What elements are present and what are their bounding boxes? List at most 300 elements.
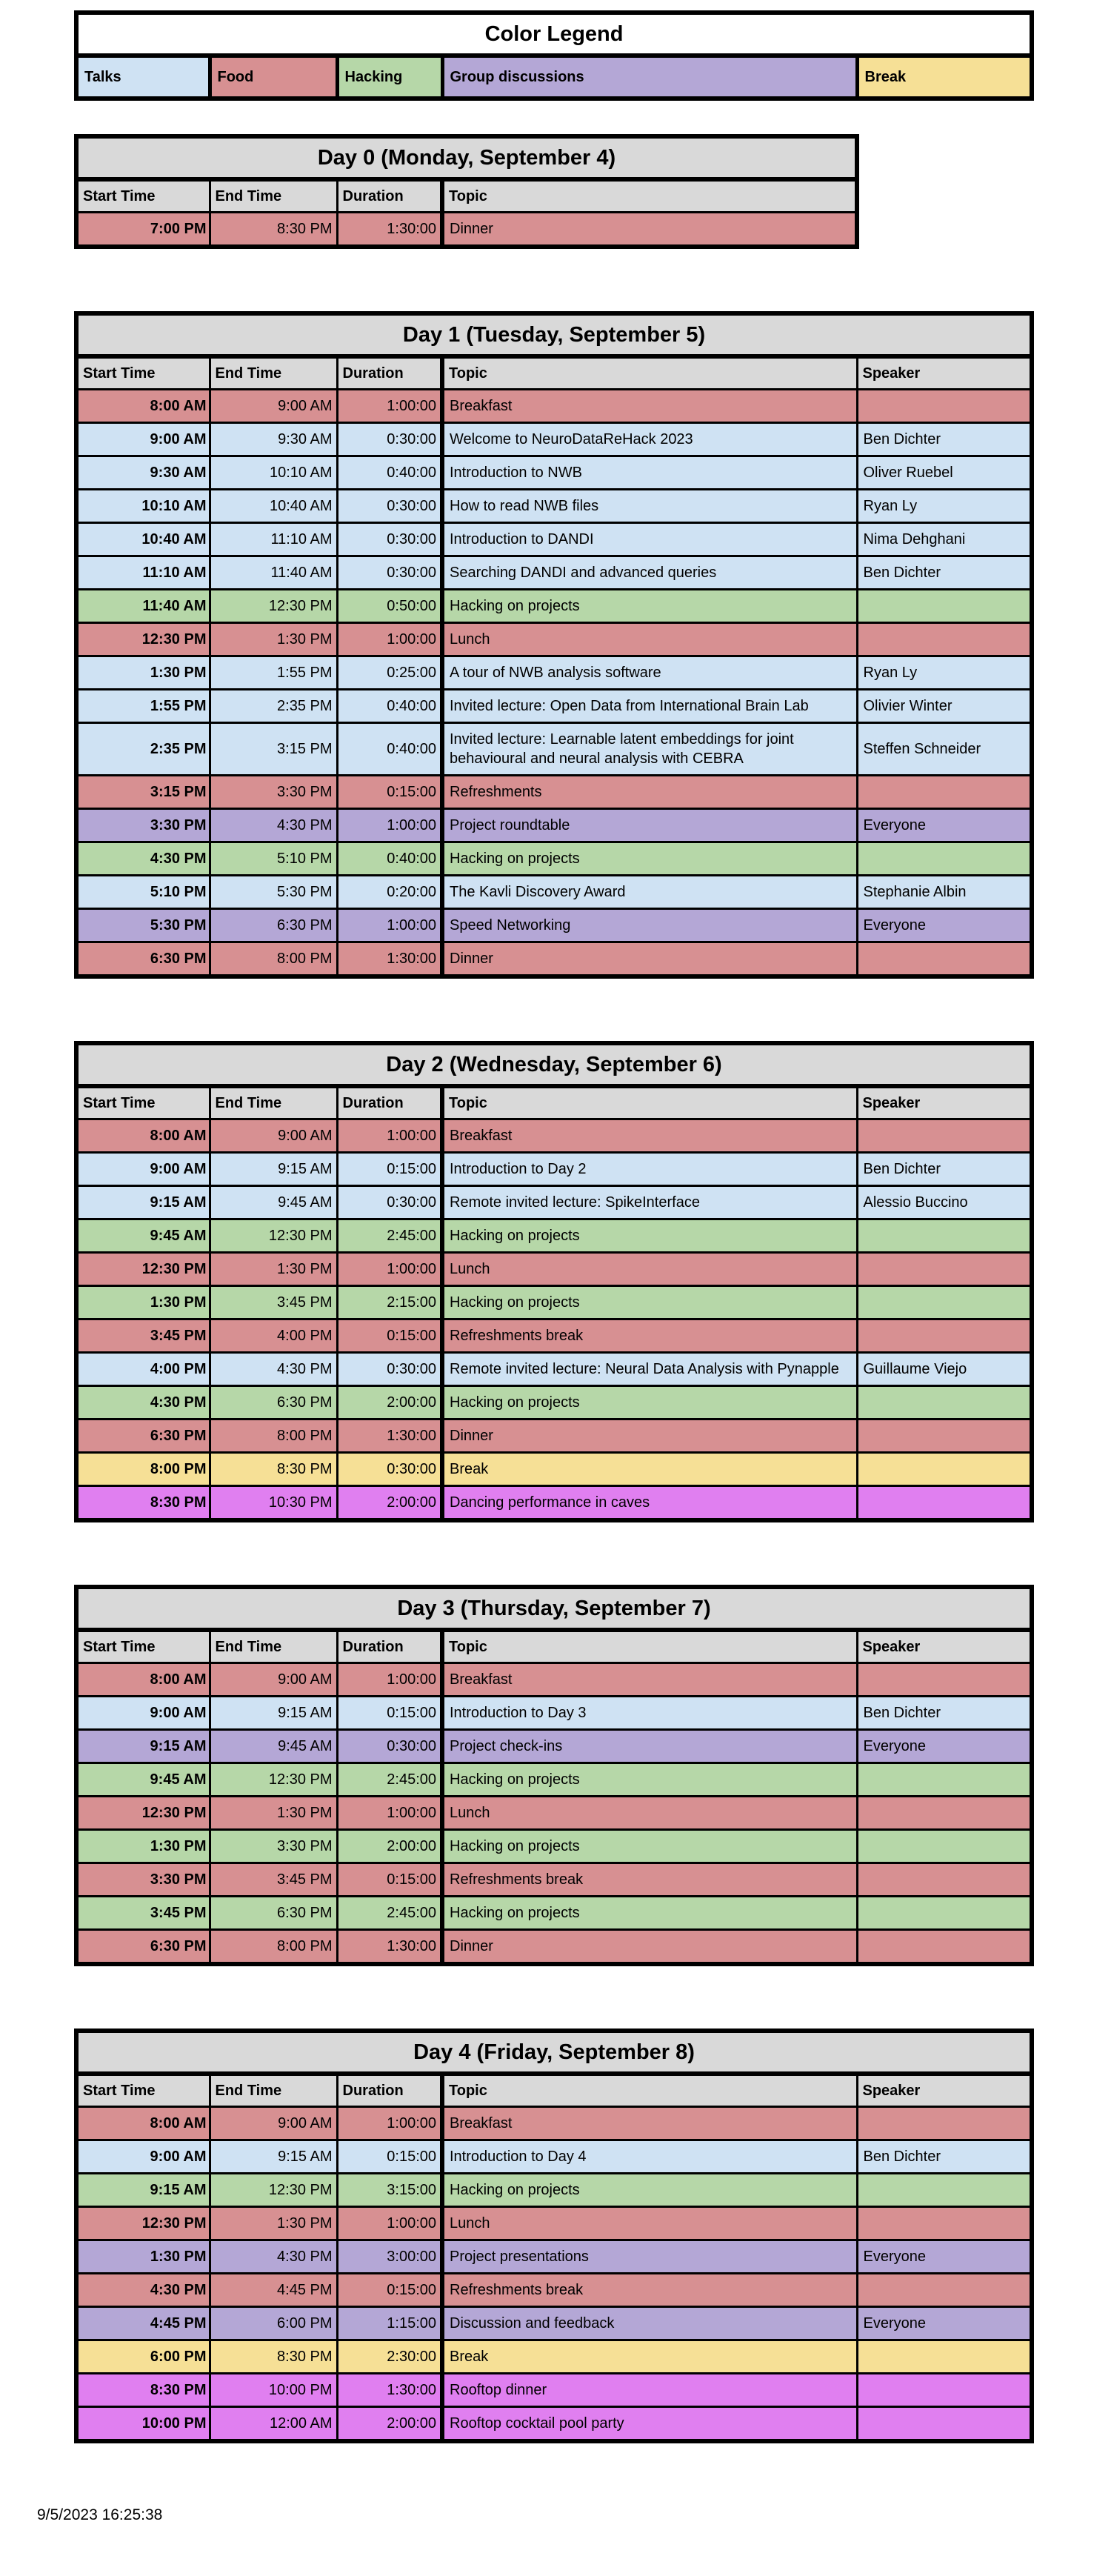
cell-start: 3:45 PM bbox=[76, 1319, 210, 1353]
cell-speaker bbox=[857, 1286, 1032, 1319]
cell-end: 3:30 PM bbox=[210, 1830, 337, 1863]
schedule-row bbox=[76, 1663, 1032, 1697]
column-header-duration: Duration bbox=[337, 1630, 442, 1663]
schedule-row bbox=[76, 1353, 1032, 1386]
cell-speaker bbox=[857, 942, 1032, 977]
cell-topic: Dinner bbox=[442, 1420, 857, 1453]
cell-speaker bbox=[857, 1663, 1032, 1697]
cell-duration: 0:15:00 bbox=[337, 1863, 442, 1897]
cell-topic: Lunch bbox=[442, 623, 857, 656]
day-0-table bbox=[74, 134, 859, 249]
cell-duration: 1:00:00 bbox=[337, 909, 442, 942]
cell-speaker: Ben Dichter bbox=[857, 423, 1032, 456]
cell-topic: Breakfast bbox=[442, 1119, 857, 1153]
day-2-title: Day 2 (Wednesday, September 6) bbox=[76, 1043, 1032, 1086]
column-header-start: Start Time bbox=[76, 1630, 210, 1663]
cell-start: 3:30 PM bbox=[76, 1863, 210, 1897]
schedule-row bbox=[76, 1386, 1032, 1420]
cell-speaker bbox=[857, 390, 1032, 423]
schedule-row bbox=[76, 690, 1032, 723]
legend-swatch-row bbox=[76, 56, 1032, 99]
cell-duration: 2:30:00 bbox=[337, 2340, 442, 2374]
cell-start: 8:00 AM bbox=[76, 390, 210, 423]
cell-end: 1:30 PM bbox=[210, 2207, 337, 2240]
cell-topic: Introduction to DANDI bbox=[442, 523, 857, 556]
column-header-row bbox=[76, 2074, 1032, 2107]
cell-start: 12:30 PM bbox=[76, 2207, 210, 2240]
cell-topic: Hacking on projects bbox=[442, 2174, 857, 2207]
column-header-duration: Duration bbox=[337, 1086, 442, 1119]
cell-duration: 1:00:00 bbox=[337, 1663, 442, 1697]
schedule-row bbox=[76, 2340, 1032, 2374]
column-header-row bbox=[76, 356, 1032, 390]
schedule-row bbox=[76, 1863, 1032, 1897]
cell-end: 9:00 AM bbox=[210, 390, 337, 423]
day-4-title: Day 4 (Friday, September 8) bbox=[76, 2031, 1032, 2074]
cell-topic: Remote invited lecture: Neural Data Analysis with Pynapple bbox=[442, 1353, 857, 1386]
schedule-row bbox=[76, 1186, 1032, 1219]
legend-title-row bbox=[76, 13, 1032, 56]
cell-speaker bbox=[857, 2340, 1032, 2374]
cell-topic: Discussion and feedback bbox=[442, 2307, 857, 2340]
column-header-row bbox=[76, 1630, 1032, 1663]
cell-topic: Introduction to Day 3 bbox=[442, 1697, 857, 1730]
cell-speaker: Ryan Ly bbox=[857, 656, 1032, 690]
schedule-row bbox=[76, 776, 1032, 809]
cell-topic: Welcome to NeuroDataReHack 2023 bbox=[442, 423, 857, 456]
cell-speaker bbox=[857, 2107, 1032, 2140]
column-header-start: Start Time bbox=[76, 2074, 210, 2107]
cell-duration: 1:00:00 bbox=[337, 1119, 442, 1153]
schedule-row bbox=[76, 523, 1032, 556]
cell-speaker bbox=[857, 623, 1032, 656]
schedule-row bbox=[76, 1253, 1032, 1286]
cell-duration: 2:00:00 bbox=[337, 1486, 442, 1521]
cell-speaker: Everyone bbox=[857, 1730, 1032, 1763]
cell-speaker bbox=[857, 1763, 1032, 1797]
cell-start: 9:00 AM bbox=[76, 2140, 210, 2174]
cell-duration: 0:15:00 bbox=[337, 1319, 442, 1353]
cell-start: 9:30 AM bbox=[76, 456, 210, 490]
cell-topic: Rooftop dinner bbox=[442, 2374, 857, 2407]
schedule-row bbox=[76, 623, 1032, 656]
schedule-row bbox=[76, 2207, 1032, 2240]
cell-start: 6:00 PM bbox=[76, 2340, 210, 2374]
cell-topic: Breakfast bbox=[442, 2107, 857, 2140]
cell-topic: Hacking on projects bbox=[442, 1763, 857, 1797]
cell-speaker: Everyone bbox=[857, 809, 1032, 842]
schedule-row bbox=[76, 1453, 1032, 1486]
cell-start: 1:55 PM bbox=[76, 690, 210, 723]
cell-end: 8:30 PM bbox=[210, 1453, 337, 1486]
cell-topic: Hacking on projects bbox=[442, 1897, 857, 1930]
cell-end: 12:30 PM bbox=[210, 2174, 337, 2207]
schedule-row bbox=[76, 423, 1032, 456]
cell-topic: Breakfast bbox=[442, 1663, 857, 1697]
cell-speaker bbox=[857, 2207, 1032, 2240]
cell-end: 4:30 PM bbox=[210, 809, 337, 842]
cell-start: 8:00 AM bbox=[76, 1119, 210, 1153]
schedule-row bbox=[76, 1286, 1032, 1319]
cell-topic: Refreshments break bbox=[442, 1319, 857, 1353]
cell-end: 6:00 PM bbox=[210, 2307, 337, 2340]
cell-duration: 0:40:00 bbox=[337, 690, 442, 723]
cell-speaker bbox=[857, 2374, 1032, 2407]
cell-end: 12:30 PM bbox=[210, 590, 337, 623]
schedule-row bbox=[76, 2274, 1032, 2307]
cell-topic: Remote invited lecture: SpikeInterface bbox=[442, 1186, 857, 1219]
schedule-row bbox=[76, 1930, 1032, 1965]
column-header-speaker: Speaker bbox=[857, 356, 1032, 390]
cell-end: 12:00 AM bbox=[210, 2407, 337, 2442]
cell-speaker bbox=[857, 1830, 1032, 1863]
schedule-row bbox=[76, 456, 1032, 490]
cell-start: 11:10 AM bbox=[76, 556, 210, 590]
cell-duration: 0:30:00 bbox=[337, 423, 442, 456]
cell-end: 10:00 PM bbox=[210, 2374, 337, 2407]
cell-end: 8:00 PM bbox=[210, 1420, 337, 1453]
schedule-row bbox=[76, 1763, 1032, 1797]
cell-speaker: Oliver Ruebel bbox=[857, 456, 1032, 490]
cell-end: 4:00 PM bbox=[210, 1319, 337, 1353]
cell-end: 12:30 PM bbox=[210, 1219, 337, 1253]
color-legend-table bbox=[74, 10, 1034, 101]
column-header-end: End Time bbox=[210, 1086, 337, 1119]
cell-start: 12:30 PM bbox=[76, 1797, 210, 1830]
cell-speaker: Olivier Winter bbox=[857, 690, 1032, 723]
column-header-duration: Duration bbox=[337, 356, 442, 390]
column-header-duration: Duration bbox=[337, 179, 442, 213]
cell-duration: 1:00:00 bbox=[337, 2207, 442, 2240]
schedule-row bbox=[76, 809, 1032, 842]
schedule-row bbox=[76, 2407, 1032, 2442]
day-0-title: Day 0 (Monday, September 4) bbox=[76, 136, 857, 179]
cell-topic: Searching DANDI and advanced queries bbox=[442, 556, 857, 590]
cell-start: 3:30 PM bbox=[76, 809, 210, 842]
cell-speaker: Nima Dehghani bbox=[857, 523, 1032, 556]
cell-start: 9:45 AM bbox=[76, 1219, 210, 1253]
cell-duration: 1:30:00 bbox=[337, 2374, 442, 2407]
cell-end: 3:45 PM bbox=[210, 1863, 337, 1897]
cell-duration: 2:45:00 bbox=[337, 1897, 442, 1930]
cell-speaker bbox=[857, 2274, 1032, 2307]
cell-end: 9:45 AM bbox=[210, 1730, 337, 1763]
column-header-start: Start Time bbox=[76, 179, 210, 213]
cell-speaker: Stephanie Albin bbox=[857, 876, 1032, 909]
cell-start: 9:00 AM bbox=[76, 1697, 210, 1730]
column-header-topic: Topic bbox=[442, 2074, 857, 2107]
cell-duration: 2:45:00 bbox=[337, 1763, 442, 1797]
cell-speaker bbox=[857, 842, 1032, 876]
column-header-topic: Topic bbox=[442, 356, 857, 390]
cell-duration: 3:15:00 bbox=[337, 2174, 442, 2207]
cell-duration: 0:15:00 bbox=[337, 2274, 442, 2307]
day-title-row bbox=[76, 1043, 1032, 1086]
cell-duration: 1:30:00 bbox=[337, 1420, 442, 1453]
cell-end: 9:15 AM bbox=[210, 1697, 337, 1730]
cell-start: 7:00 PM bbox=[76, 213, 210, 247]
cell-topic: Introduction to NWB bbox=[442, 456, 857, 490]
cell-start: 4:30 PM bbox=[76, 1386, 210, 1420]
day-2-table bbox=[74, 1041, 1034, 1522]
schedule-row bbox=[76, 590, 1032, 623]
cell-duration: 0:30:00 bbox=[337, 1453, 442, 1486]
schedule-row bbox=[76, 876, 1032, 909]
cell-topic: Break bbox=[442, 1453, 857, 1486]
cell-start: 4:00 PM bbox=[76, 1353, 210, 1386]
cell-duration: 3:00:00 bbox=[337, 2240, 442, 2274]
cell-duration: 0:30:00 bbox=[337, 1186, 442, 1219]
cell-speaker bbox=[857, 590, 1032, 623]
cell-start: 4:30 PM bbox=[76, 842, 210, 876]
cell-topic: Hacking on projects bbox=[442, 1386, 857, 1420]
cell-topic: Refreshments break bbox=[442, 2274, 857, 2307]
cell-start: 8:00 PM bbox=[76, 1453, 210, 1486]
cell-duration: 0:30:00 bbox=[337, 1353, 442, 1386]
cell-start: 9:15 AM bbox=[76, 1186, 210, 1219]
schedule-row bbox=[76, 1897, 1032, 1930]
cell-start: 9:15 AM bbox=[76, 2174, 210, 2207]
cell-speaker bbox=[857, 2407, 1032, 2442]
column-header-end: End Time bbox=[210, 356, 337, 390]
cell-start: 10:40 AM bbox=[76, 523, 210, 556]
cell-topic: Introduction to Day 2 bbox=[442, 1153, 857, 1186]
schedule-row bbox=[76, 942, 1032, 977]
cell-end: 6:30 PM bbox=[210, 909, 337, 942]
cell-topic: Dinner bbox=[442, 213, 857, 247]
cell-speaker bbox=[857, 1253, 1032, 1286]
cell-start: 6:30 PM bbox=[76, 1930, 210, 1965]
cell-duration: 0:15:00 bbox=[337, 1697, 442, 1730]
cell-duration: 2:00:00 bbox=[337, 1830, 442, 1863]
cell-start: 3:45 PM bbox=[76, 1897, 210, 1930]
cell-end: 9:15 AM bbox=[210, 2140, 337, 2174]
cell-speaker bbox=[857, 1486, 1032, 1521]
cell-end: 12:30 PM bbox=[210, 1763, 337, 1797]
cell-end: 11:10 AM bbox=[210, 523, 337, 556]
cell-topic: Hacking on projects bbox=[442, 1286, 857, 1319]
cell-start: 10:10 AM bbox=[76, 490, 210, 523]
cell-end: 1:30 PM bbox=[210, 1253, 337, 1286]
day-4-table bbox=[74, 2028, 1034, 2443]
cell-start: 1:30 PM bbox=[76, 656, 210, 690]
cell-topic: A tour of NWB analysis software bbox=[442, 656, 857, 690]
cell-speaker bbox=[857, 1420, 1032, 1453]
cell-end: 4:45 PM bbox=[210, 2274, 337, 2307]
cell-duration: 0:40:00 bbox=[337, 842, 442, 876]
cell-duration: 1:30:00 bbox=[337, 942, 442, 977]
cell-end: 6:30 PM bbox=[210, 1386, 337, 1420]
cell-end: 9:00 AM bbox=[210, 2107, 337, 2140]
cell-speaker: Everyone bbox=[857, 909, 1032, 942]
schedule-row bbox=[76, 390, 1032, 423]
cell-end: 5:10 PM bbox=[210, 842, 337, 876]
cell-duration: 1:30:00 bbox=[337, 213, 442, 247]
cell-speaker: Steffen Schneider bbox=[857, 723, 1032, 776]
cell-duration: 1:00:00 bbox=[337, 623, 442, 656]
cell-start: 1:30 PM bbox=[76, 1830, 210, 1863]
schedule-row bbox=[76, 2140, 1032, 2174]
legend-title: Color Legend bbox=[76, 13, 1032, 56]
cell-speaker bbox=[857, 1897, 1032, 1930]
cell-end: 9:30 AM bbox=[210, 423, 337, 456]
cell-start: 2:35 PM bbox=[76, 723, 210, 776]
schedule-row bbox=[76, 2240, 1032, 2274]
cell-speaker bbox=[857, 1453, 1032, 1486]
cell-topic: Introduction to Day 4 bbox=[442, 2140, 857, 2174]
day-title-row bbox=[76, 2031, 1032, 2074]
cell-end: 4:30 PM bbox=[210, 2240, 337, 2274]
cell-start: 4:30 PM bbox=[76, 2274, 210, 2307]
cell-duration: 2:00:00 bbox=[337, 2407, 442, 2442]
cell-duration: 1:15:00 bbox=[337, 2307, 442, 2340]
cell-speaker: Ben Dichter bbox=[857, 1153, 1032, 1186]
cell-start: 4:45 PM bbox=[76, 2307, 210, 2340]
column-header-duration: Duration bbox=[337, 2074, 442, 2107]
schedule-row bbox=[76, 213, 857, 247]
column-header-speaker: Speaker bbox=[857, 2074, 1032, 2107]
cell-start: 12:30 PM bbox=[76, 1253, 210, 1286]
cell-start: 9:00 AM bbox=[76, 423, 210, 456]
cell-speaker bbox=[857, 1319, 1032, 1353]
cell-topic: Break bbox=[442, 2340, 857, 2374]
cell-start: 8:30 PM bbox=[76, 2374, 210, 2407]
column-header-end: End Time bbox=[210, 2074, 337, 2107]
cell-duration: 0:30:00 bbox=[337, 523, 442, 556]
legend-item-break: Break bbox=[857, 56, 1032, 99]
cell-duration: 1:00:00 bbox=[337, 1797, 442, 1830]
column-header-topic: Topic bbox=[442, 179, 857, 213]
schedule-row bbox=[76, 1697, 1032, 1730]
cell-end: 4:30 PM bbox=[210, 1353, 337, 1386]
cell-speaker bbox=[857, 1386, 1032, 1420]
schedule-row bbox=[76, 556, 1032, 590]
column-header-start: Start Time bbox=[76, 356, 210, 390]
cell-topic: Rooftop cocktail pool party bbox=[442, 2407, 857, 2442]
column-header-end: End Time bbox=[210, 1630, 337, 1663]
cell-start: 9:45 AM bbox=[76, 1763, 210, 1797]
cell-end: 1:30 PM bbox=[210, 1797, 337, 1830]
column-header-topic: Topic bbox=[442, 1086, 857, 1119]
cell-speaker bbox=[857, 1119, 1032, 1153]
legend-item-hacking: Hacking bbox=[337, 56, 442, 99]
cell-duration: 1:30:00 bbox=[337, 1930, 442, 1965]
day-1-table bbox=[74, 311, 1034, 979]
cell-topic: Project roundtable bbox=[442, 809, 857, 842]
cell-speaker bbox=[857, 776, 1032, 809]
cell-topic: Refreshments break bbox=[442, 1863, 857, 1897]
cell-end: 9:00 AM bbox=[210, 1119, 337, 1153]
cell-duration: 1:00:00 bbox=[337, 2107, 442, 2140]
cell-speaker bbox=[857, 1797, 1032, 1830]
cell-end: 9:45 AM bbox=[210, 1186, 337, 1219]
column-header-speaker: Speaker bbox=[857, 1086, 1032, 1119]
cell-end: 10:40 AM bbox=[210, 490, 337, 523]
cell-topic: Dinner bbox=[442, 1930, 857, 1965]
cell-speaker bbox=[857, 1863, 1032, 1897]
cell-topic: Refreshments bbox=[442, 776, 857, 809]
cell-end: 9:00 AM bbox=[210, 1663, 337, 1697]
schedule-row bbox=[76, 1219, 1032, 1253]
schedule-row bbox=[76, 2174, 1032, 2207]
schedule-row bbox=[76, 909, 1032, 942]
cell-speaker: Everyone bbox=[857, 2307, 1032, 2340]
cell-duration: 0:15:00 bbox=[337, 776, 442, 809]
cell-end: 3:30 PM bbox=[210, 776, 337, 809]
cell-end: 3:15 PM bbox=[210, 723, 337, 776]
column-header-row bbox=[76, 1086, 1032, 1119]
cell-end: 8:00 PM bbox=[210, 1930, 337, 1965]
schedule-row bbox=[76, 1319, 1032, 1353]
cell-speaker: Ben Dichter bbox=[857, 2140, 1032, 2174]
cell-end: 8:00 PM bbox=[210, 942, 337, 977]
cell-speaker bbox=[857, 1219, 1032, 1253]
schedule-row bbox=[76, 490, 1032, 523]
cell-start: 12:30 PM bbox=[76, 623, 210, 656]
cell-topic: Hacking on projects bbox=[442, 842, 857, 876]
cell-end: 8:30 PM bbox=[210, 213, 337, 247]
schedule-row bbox=[76, 723, 1032, 776]
day-3-table bbox=[74, 1585, 1034, 1966]
cell-duration: 0:20:00 bbox=[337, 876, 442, 909]
column-header-speaker: Speaker bbox=[857, 1630, 1032, 1663]
cell-duration: 0:25:00 bbox=[337, 656, 442, 690]
legend-item-talks: Talks bbox=[76, 56, 210, 99]
day-title-row bbox=[76, 136, 857, 179]
cell-speaker: Everyone bbox=[857, 2240, 1032, 2274]
cell-duration: 0:30:00 bbox=[337, 556, 442, 590]
cell-start: 8:00 AM bbox=[76, 1663, 210, 1697]
cell-duration: 1:00:00 bbox=[337, 809, 442, 842]
schedule-row bbox=[76, 1730, 1032, 1763]
cell-duration: 0:30:00 bbox=[337, 1730, 442, 1763]
cell-topic: Hacking on projects bbox=[442, 1830, 857, 1863]
cell-topic: Invited lecture: Learnable latent embeddings for joint behavioural and neural analysis with CEBRA bbox=[442, 723, 857, 776]
column-header-end: End Time bbox=[210, 179, 337, 213]
cell-start: 6:30 PM bbox=[76, 942, 210, 977]
day-title-row bbox=[76, 313, 1032, 356]
cell-speaker: Guillaume Viejo bbox=[857, 1353, 1032, 1386]
cell-start: 11:40 AM bbox=[76, 590, 210, 623]
cell-end: 11:40 AM bbox=[210, 556, 337, 590]
cell-duration: 2:45:00 bbox=[337, 1219, 442, 1253]
cell-start: 6:30 PM bbox=[76, 1420, 210, 1453]
cell-end: 6:30 PM bbox=[210, 1897, 337, 1930]
cell-end: 10:10 AM bbox=[210, 456, 337, 490]
schedule-row bbox=[76, 2307, 1032, 2340]
cell-duration: 1:00:00 bbox=[337, 390, 442, 423]
schedule-row bbox=[76, 1153, 1032, 1186]
column-header-start: Start Time bbox=[76, 1086, 210, 1119]
cell-end: 3:45 PM bbox=[210, 1286, 337, 1319]
cell-end: 9:15 AM bbox=[210, 1153, 337, 1186]
cell-start: 10:00 PM bbox=[76, 2407, 210, 2442]
cell-duration: 2:00:00 bbox=[337, 1386, 442, 1420]
legend-item-discussion: Group discussions bbox=[442, 56, 857, 99]
cell-topic: Breakfast bbox=[442, 390, 857, 423]
cell-start: 5:10 PM bbox=[76, 876, 210, 909]
cell-start: 9:00 AM bbox=[76, 1153, 210, 1186]
cell-topic: Lunch bbox=[442, 2207, 857, 2240]
cell-end: 2:35 PM bbox=[210, 690, 337, 723]
cell-start: 3:15 PM bbox=[76, 776, 210, 809]
schedule-row bbox=[76, 1797, 1032, 1830]
cell-topic: Hacking on projects bbox=[442, 1219, 857, 1253]
schedule-row bbox=[76, 2374, 1032, 2407]
cell-end: 5:30 PM bbox=[210, 876, 337, 909]
cell-speaker: Ryan Ly bbox=[857, 490, 1032, 523]
cell-end: 1:55 PM bbox=[210, 656, 337, 690]
